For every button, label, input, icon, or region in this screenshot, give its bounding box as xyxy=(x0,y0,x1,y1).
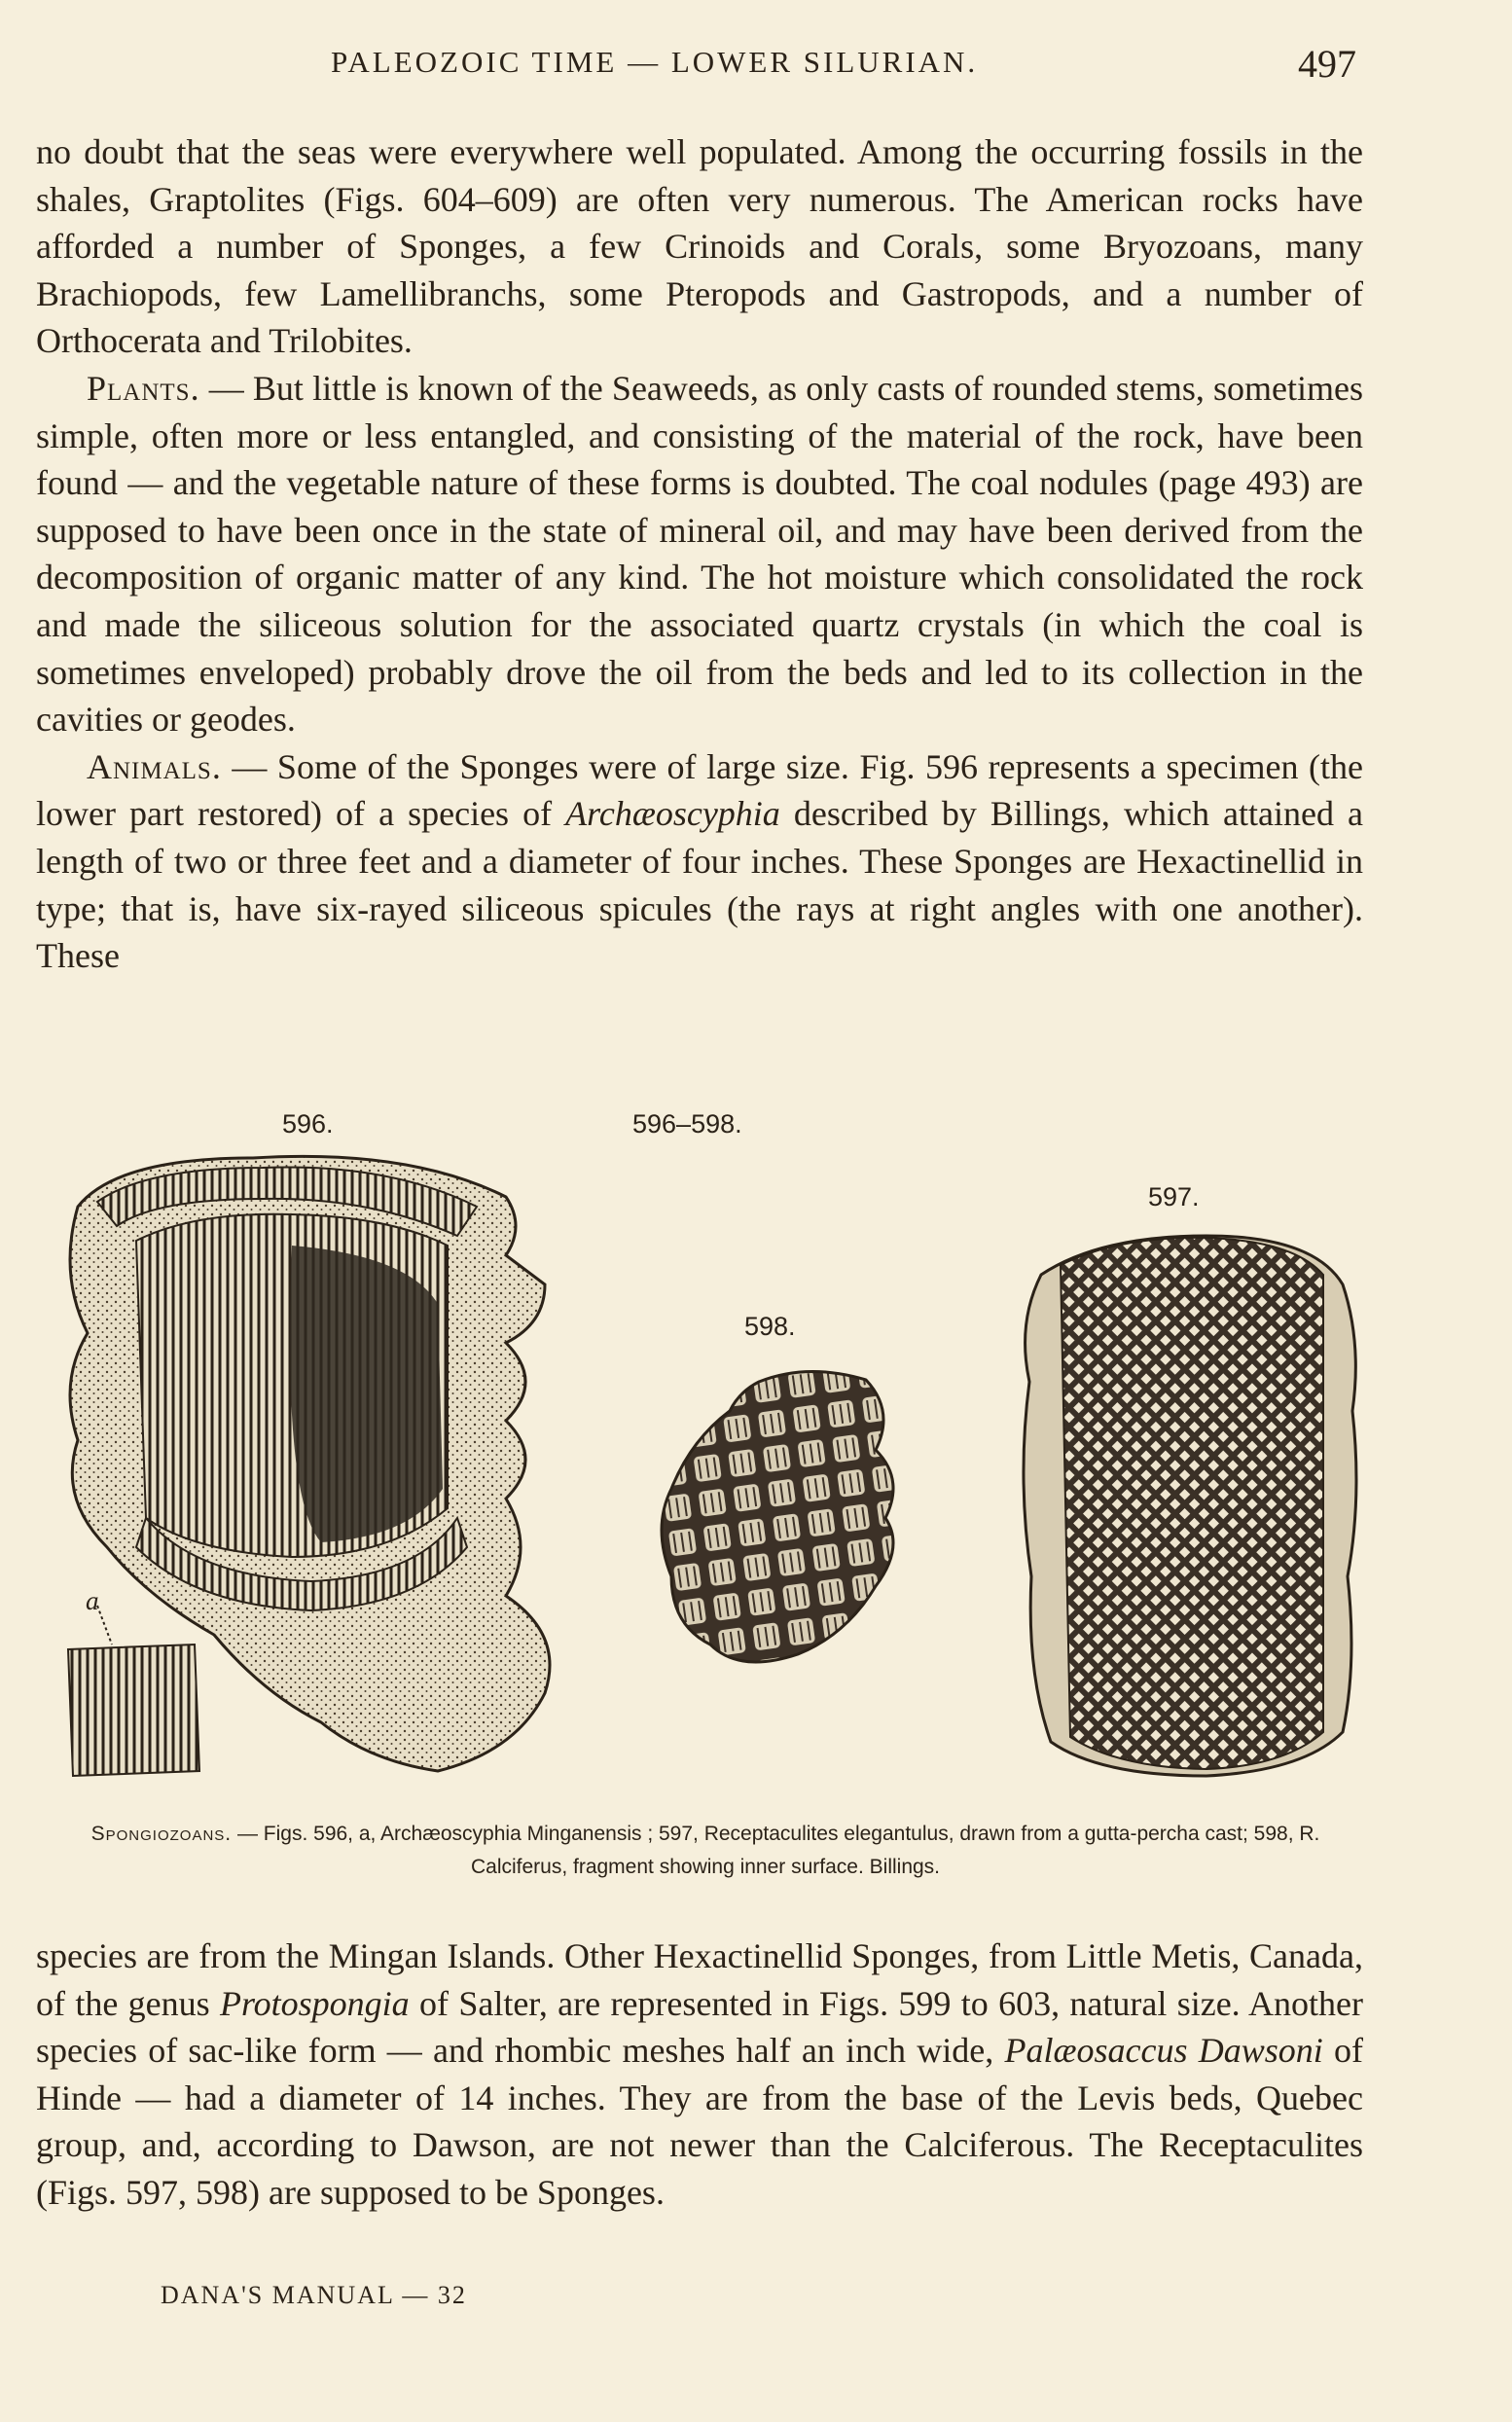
animals-text-b: described by Billings, which attained a length of two or three feet and a diameter of four inches. These Sponges are Hexactinellid in type; that is, have six-rayed siliceous spicules (the rays at right angles with one another). These xyxy=(36,794,1363,976)
paragraph-animals xyxy=(36,743,1363,980)
paragraph-plants xyxy=(36,365,1363,743)
paragraph-mingan xyxy=(36,1933,1363,2217)
specimen-engravings xyxy=(0,1090,1512,1829)
mingan-text-a: species are from the Mingan Islands. Other Hexactinellid Sponges, from Little Metis, Canada, of the genus xyxy=(36,1936,1363,2023)
plants-text: — But little is known of the Seaweeds, as only casts of rounded stems, sometimes simple, often more or less entangled, and consisting of the material of the rock, have been found — and the vegetable nature of these forms is doubted. The coal nodules (page 493) are supposed to have been once in the state of mineral oil, and may have been derived from the decomposition of organic matter of any kind. The hot moisture which consolidated the rock and made the siliceous solution for the associated quartz crystals (in which the coal is sometimes enveloped) probably drove the oil from the beds and led to its collection in the cavities or geodes. xyxy=(36,368,1363,740)
caption-text: — Figs. 596, a, Archæoscyphia Minganensis ; 597, Receptaculites elegantulus, drawn from a gutta-percha cast; 598, R. Calciferus, fragment showing inner surface. Billings. xyxy=(232,1823,1320,1878)
page-header xyxy=(0,37,1512,95)
mingan-text-b: of Salter, are represented in Figs. 599 to 603, natural size. Another species of sac-like form — and rhombic meshes half an inch wide, xyxy=(36,1983,1363,2071)
genus-archaeoscyphia: Archæoscyphia xyxy=(565,794,780,834)
figure-label-a: a xyxy=(86,1586,99,1615)
plants-heading: Plants. xyxy=(87,368,200,408)
upper-text xyxy=(36,128,1363,980)
genus-palaeosaccus: Palæosaccus Dawsoni xyxy=(1004,2031,1323,2071)
paragraph-populations: no doubt that the seas were everywhere well populated. Among the occurring fossils in the shales, Graptolites (Figs. 604–609) are often very numerous. The American rocks have afforded a number of Sponges, a few Crinoids and Corals, some Bryozoans, many Brachiopods, few Lamellibranchs, some Pteropods and Gastropods, and a number of Orthocerata and Trilobites. xyxy=(36,132,1363,361)
signature-mark: DANA'S MANUAL — 32 xyxy=(161,2281,467,2309)
figure-label-598: 598. xyxy=(744,1312,796,1341)
figure-label-597: 597. xyxy=(1148,1182,1200,1211)
lower-text xyxy=(36,1933,1363,2217)
caption-lead: Spongiozoans. xyxy=(90,1823,233,1845)
animals-heading: Animals. xyxy=(87,746,222,786)
figure-label-range: 596–598. xyxy=(632,1109,742,1139)
running-head: PALEOZOIC TIME — LOWER SILURIAN. xyxy=(331,45,979,79)
figure-plate xyxy=(0,1090,1512,1829)
page-number: 497 xyxy=(1298,42,1356,86)
mingan-text-c: of Hinde — had a diameter of 14 inches. They are from the base of the Levis beds, Quebec group, and, according to Dawson, are not newer than the Calciferous. The Receptaculites (Figs. 597, 598) are supposed to be Sponges. xyxy=(36,2031,1363,2212)
figure-label-596: 596. xyxy=(282,1109,334,1139)
animals-text-a: — Some of the Sponges were of large size. Fig. 596 represents a specimen (the lower part restored) of a species of xyxy=(36,746,1363,834)
detail-a-fragment-icon xyxy=(68,1606,199,1776)
receptaculites-cast-icon xyxy=(1024,1236,1356,1776)
figure-caption xyxy=(49,1818,1362,1884)
receptaculites-fragment-icon xyxy=(662,1371,893,1662)
genus-protospongia: Protospongia xyxy=(219,1983,410,2023)
